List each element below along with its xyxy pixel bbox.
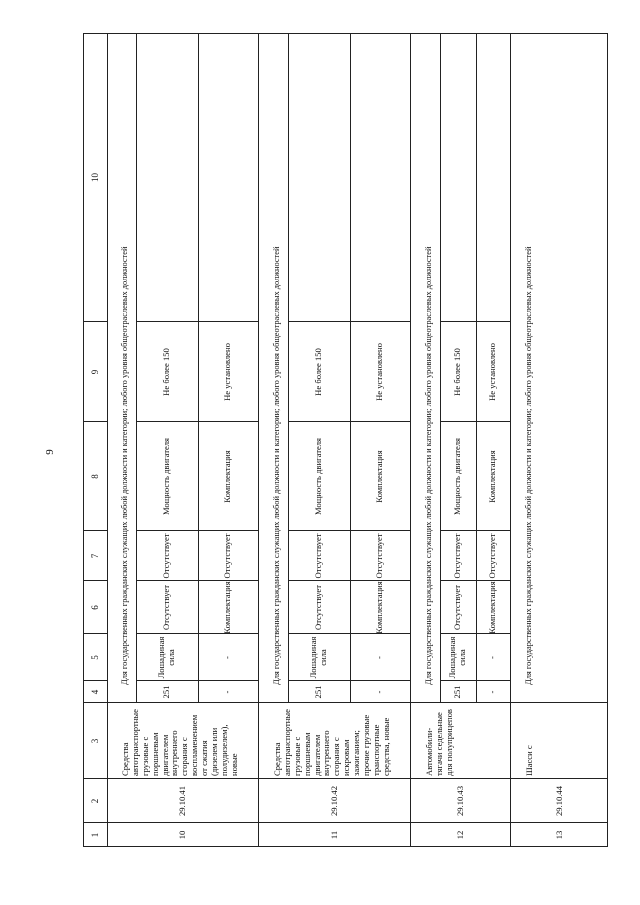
row-number: 13 [553,830,564,840]
header-cell-10: 10 [89,173,100,182]
characteristic-c8: Комплектация [487,450,498,503]
characteristic-c9: Не более 150 [451,348,462,396]
characteristic-c10 [476,33,512,322]
characteristic-c7: Отсутствует [312,533,323,579]
characteristic-c4: 251 [312,685,323,699]
regulation-table [83,33,608,847]
characteristic-c6: Комплектация [222,581,233,634]
header-cell-1: 1 [89,832,100,838]
row-number: 12 [455,830,466,840]
header-cell-6: 6 [89,605,100,610]
okpd-code: 29.10.44 [553,785,564,817]
page-number: 9 [44,449,56,455]
characteristic-c4: 251 [451,685,462,699]
characteristic-c8: Мощность двигателя [160,437,171,516]
position-group-label: Для государственных гражданских служащих любой должности и категории; любого уровня общеотраслевых должностей [119,246,129,685]
okpd-code: 29.10.41 [177,785,188,817]
characteristic-c9: Не более 150 [312,348,323,396]
characteristic-c4: - [374,690,385,694]
characteristic-c10 [288,33,350,322]
product-name: Шасси с [524,745,534,776]
characteristic-c6: Комплектация [374,581,385,634]
characteristic-c10 [198,33,260,322]
characteristic-c6: Комплектация [487,581,498,634]
characteristic-c5: - [374,656,385,659]
characteristic-c9: Не установлено [487,343,498,401]
position-group-label: Для государственных гражданских служащих любой должности и категории; любого уровня общеотраслевых должностей [523,246,533,685]
row-number: 11 [329,830,340,840]
characteristic-c5: Лошадиная сила [446,636,467,679]
characteristic-c5: - [487,656,498,659]
row-number: 10 [177,830,188,840]
characteristic-c7: Отсутствует [451,533,462,579]
characteristic-c10 [136,33,198,322]
okpd-code: 29.10.43 [455,785,466,817]
header-cell-2: 2 [89,798,100,804]
position-group-label: Для государственных гражданских служащих любой должности и категории; любого уровня общеотраслевых должностей [271,246,281,685]
position-group-label: Для государственных гражданских служащих любой должности и категории; любого уровня общеотраслевых должностей [423,246,433,685]
characteristic-c6: Отсутствует [160,585,171,631]
characteristic-c7: Отсутствует [160,533,171,579]
characteristic-c4: - [487,690,498,694]
characteristic-c7: Отсутствует [487,533,498,579]
characteristic-c10 [350,33,412,322]
characteristic-c5: Лошадиная сила [155,636,176,679]
header-cell-7: 7 [89,553,100,559]
characteristic-c4: 251 [160,685,171,699]
table-rotation-frame [83,33,608,847]
header-cell-8: 8 [89,474,100,479]
characteristic-c8: Мощность двигателя [312,437,323,516]
product-name: Средства автотранспортные грузовые с поршневым двигателем внутреннего сгорания с воспламенением от сжатия (дизелем или полудизелем), новые [120,709,239,776]
characteristic-c6: Отсутствует [312,585,323,631]
characteristic-c5: Лошадиная сила [307,636,328,679]
characteristic-c10 [440,33,476,322]
header-cell-9: 9 [89,369,100,375]
product-name: Автомобили-тягачи седельные для полуприцепов [424,709,454,776]
okpd-code: 29.10.42 [329,785,340,817]
characteristic-c8: Комплектация [374,450,385,503]
characteristic-c4: - [222,690,233,694]
characteristic-c7: Отсутствует [374,533,385,579]
characteristic-c9: Не установлено [374,343,385,401]
product-name: Средства автотранспортные грузовые с поршневым двигателем внутреннего сгорания с искровым зажиганием; прочие грузовые транспортные средства, новые [272,709,391,776]
characteristic-c6: Отсутствует [451,585,462,631]
header-cell-4: 4 [89,689,100,695]
characteristic-c5: - [222,656,233,659]
characteristic-c9: Не более 150 [160,348,171,396]
characteristic-c8: Комплектация [222,450,233,503]
header-cell-5: 5 [89,655,100,660]
characteristic-c8: Мощность двигателя [451,437,462,516]
characteristic-c9: Не установлено [222,343,233,401]
characteristic-c7: Отсутствует [222,533,233,579]
header-cell-3: 3 [89,738,100,744]
